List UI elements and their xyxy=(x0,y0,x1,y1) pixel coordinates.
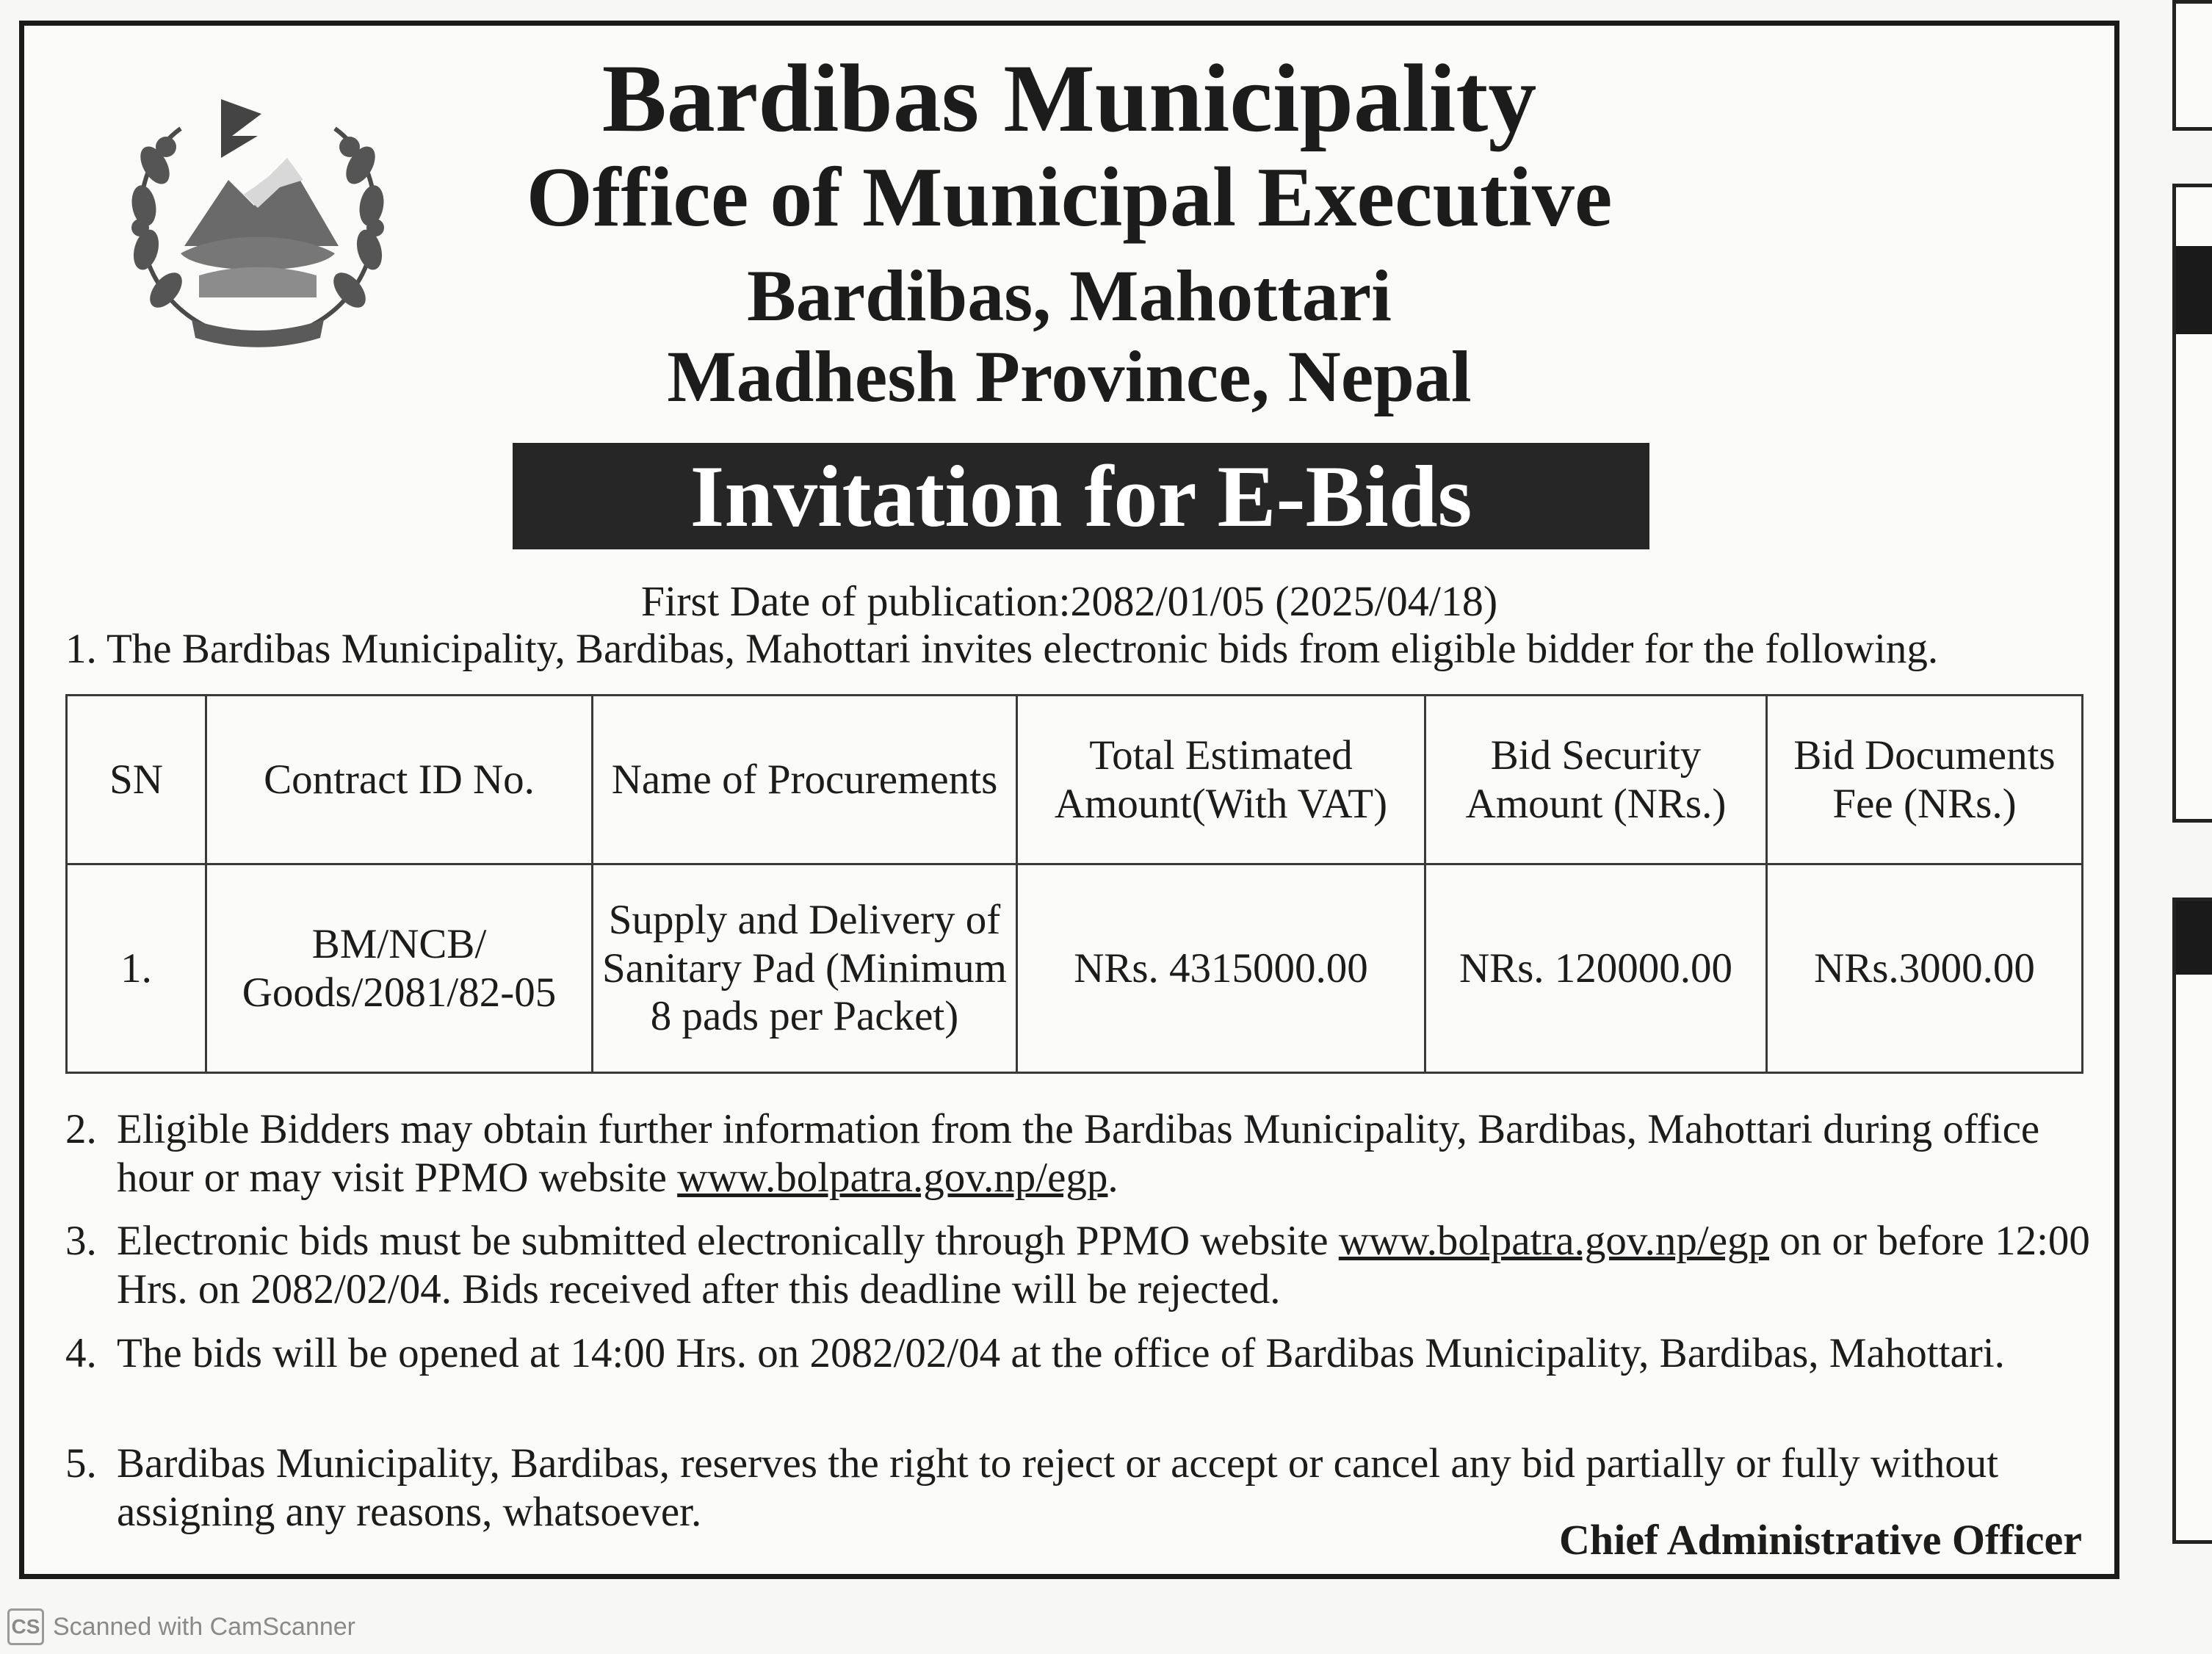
cell-bid-documents-fee: NRs.3000.00 xyxy=(1767,864,2083,1073)
paragraph-4 xyxy=(65,1329,2092,1378)
ppmo-link[interactable]: www.bolpatra.gov.np/egp xyxy=(1338,1218,1770,1264)
paragraph-2-text: Eligible Bidders may obtain further information from the Bardibas Municipality, Bardibas, Mahottari during office hour or may visit PPMO website xyxy=(117,1106,2040,1201)
header-total-estimated: Total Estimated Amount(With VAT) xyxy=(1017,696,1425,864)
invitation-banner: Invitation for E-Bids xyxy=(513,443,1649,549)
paragraph-text: The bids will be opened at 14:00 Hrs. on 2082/02/04 at the office of Bardibas Municipality, Bardibas, Mahottari. xyxy=(117,1330,2005,1376)
bid-notice xyxy=(19,21,2119,1579)
paragraph-3 xyxy=(65,1217,2092,1314)
ppmo-link[interactable]: www.bolpatra.gov.np/egp xyxy=(677,1155,1108,1201)
adjacent-dark-band xyxy=(2176,246,2212,334)
cell-name-of-procurements: Supply and Delivery of Sanitary Pad (Minimum 8 pads per Packet) xyxy=(593,864,1017,1073)
adjacent-column-fragment xyxy=(2172,0,2212,131)
header-name-of-procurements: Name of Procurements xyxy=(593,696,1017,864)
scanner-watermark xyxy=(7,1607,355,1647)
header-sn: SN xyxy=(67,696,206,864)
cell-total-estimated: NRs. 4315000.00 xyxy=(1017,864,1425,1073)
header-contract-id: Contract ID No. xyxy=(206,696,593,864)
paragraph-number: 5. xyxy=(65,1440,97,1487)
paragraph-2-end: . xyxy=(1107,1155,1118,1201)
adjacent-column-fragment xyxy=(2172,184,2212,823)
cell-contract-id: BM/NCB/ Goods/2081/82-05 xyxy=(206,864,593,1073)
municipality-title: Bardibas Municipality xyxy=(601,44,1537,152)
cell-bid-security: NRs. 120000.00 xyxy=(1425,864,1767,1073)
paragraph-text: Bardibas Municipality, Bardibas, reserves the right to reject or accept or cancel any bid partially or fully without assigning any reasons, whatsoever. xyxy=(117,1440,1999,1535)
header-bid-documents-fee: Bid Documents Fee (NRs.) xyxy=(1767,696,2083,864)
paragraph-2 xyxy=(65,1105,2092,1202)
first-publication-date: First Date of publication:2082/01/05 (2025/04/18) xyxy=(640,577,1498,625)
office-title: Office of Municipal Executive xyxy=(526,151,1613,245)
paragraph-3-end: on or before 12:00 Hrs. on 2082/02/04. Bids received after this deadline will be rejected. xyxy=(117,1218,2090,1312)
intro-paragraph xyxy=(65,625,1938,673)
signature-title: Chief Administrative Officer xyxy=(1559,1516,2082,1564)
camscanner-logo-icon: CS xyxy=(7,1608,44,1645)
bid-table xyxy=(65,694,2083,1074)
paragraph-number: 1. xyxy=(65,626,97,672)
scanner-text: Scanned with CamScanner xyxy=(53,1612,356,1641)
paragraph-text xyxy=(117,1217,2092,1314)
paragraph-3-text: Electronic bids must be submitted electronically through PPMO website xyxy=(117,1218,1339,1264)
paragraph-number: 2. xyxy=(65,1106,97,1152)
province-line: Madhesh Province, Nepal xyxy=(667,336,1472,417)
paragraph-number: 4. xyxy=(65,1330,97,1376)
table-row xyxy=(67,864,2083,1073)
header-bid-security: Bid Security Amount (NRs.) xyxy=(1425,696,1767,864)
adjacent-dark-band xyxy=(2176,901,2212,975)
adjacent-column-fragment xyxy=(2172,898,2212,1544)
paragraph-number: 3. xyxy=(65,1218,97,1264)
table-header-row xyxy=(67,696,2083,864)
paragraph-text: The Bardibas Municipality, Bardibas, Mahottari invites electronic bids from eligible bidder for the following. xyxy=(106,626,1939,672)
paragraph-text xyxy=(117,1105,2092,1202)
location-line: Bardibas, Mahottari xyxy=(747,255,1392,336)
cell-sn: 1. xyxy=(67,864,206,1073)
